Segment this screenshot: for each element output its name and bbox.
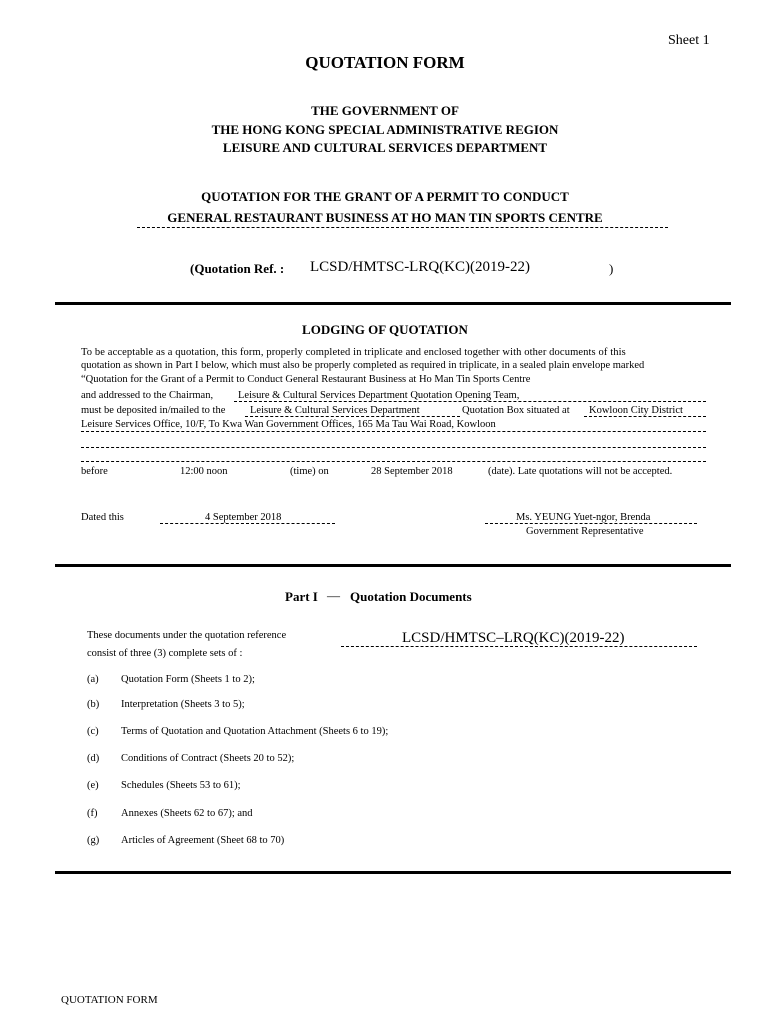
- sheet-number: Sheet 1: [668, 33, 710, 48]
- subject-line-1: QUOTATION FOR THE GRANT OF A PERMIT TO CONDUCT: [201, 189, 569, 204]
- list-item: Quotation Form (Sheets 1 to 2);: [121, 674, 255, 685]
- divider: [55, 302, 731, 305]
- list-item-key: (d): [87, 753, 100, 764]
- addressee-label: and addressed to the Chairman,: [81, 390, 214, 401]
- footer-label: QUOTATION FORM: [61, 994, 158, 1006]
- deposit-value: Leisure & Cultural Services Department: [250, 405, 420, 416]
- list-item-key: (e): [87, 780, 99, 791]
- list-item: Annexes (Sheets 62 to 67); and: [121, 808, 253, 819]
- gov-line-1: THE GOVERNMENT OF: [311, 103, 459, 118]
- lodging-heading: LODGING OF QUOTATION: [302, 322, 468, 337]
- lodging-para-2: quotation as shown in Part I below, which must also be properly completed as required in triplicate, in a sealed plain envelope marked: [81, 360, 645, 371]
- box-underline: [584, 416, 706, 417]
- address-underline-2: [81, 447, 706, 448]
- box-value: Kowloon City District: [589, 405, 683, 416]
- divider: [55, 564, 731, 567]
- list-item: Schedules (Sheets 53 to 61);: [121, 780, 241, 791]
- dated-value: 4 September 2018: [205, 512, 282, 523]
- list-item-key: (c): [87, 726, 99, 737]
- part1-dash: —: [327, 588, 340, 603]
- quotation-ref-label: (Quotation Ref. :: [190, 261, 285, 276]
- subject-underline: [137, 227, 668, 228]
- list-item: Articles of Agreement (Sheet 68 to 70): [121, 835, 285, 846]
- deposit-underline: [245, 416, 460, 417]
- address-underline-1: [81, 431, 706, 432]
- list-item-key: (g): [87, 835, 100, 846]
- representative-name: Ms. YEUNG Yuet-ngor, Brenda: [516, 512, 651, 523]
- lodging-para-1: To be acceptable as a quotation, this form, properly completed in triplicate and enclosed together with other documents of this: [81, 347, 626, 358]
- list-item-key: (f): [87, 808, 98, 819]
- representative-title: Government Representative: [526, 526, 644, 537]
- closing-time: 12:00 noon: [180, 466, 228, 477]
- box-label: Quotation Box situated at: [462, 405, 570, 416]
- addressee-value: Leisure & Cultural Services Department Quotation Opening Team,: [238, 390, 520, 401]
- part1-heading-a: Part I: [285, 589, 318, 604]
- subject-line-2: GENERAL RESTAURANT BUSINESS AT HO MAN TIN SPORTS CENTRE: [167, 210, 603, 225]
- time-label: (time) on: [290, 466, 329, 477]
- deposit-label: must be deposited in/mailed to the: [81, 405, 226, 416]
- date-label: (date). Late quotations will not be accepted.: [488, 466, 673, 477]
- list-item: Conditions of Contract (Sheets 20 to 52);: [121, 753, 295, 764]
- dated-underline: [160, 523, 335, 524]
- address-underline-3: [81, 461, 706, 462]
- gov-line-3: LEISURE AND CULTURAL SERVICES DEPARTMENT: [222, 140, 548, 155]
- quotation-ref-close: ): [609, 261, 614, 276]
- part1-intro-2: consist of three (3) complete sets of :: [87, 648, 243, 659]
- list-item-key: (a): [87, 674, 99, 685]
- divider: [55, 871, 731, 874]
- lodging-para-3: “Quotation for the Grant of a Permit to Conduct General Restaurant Business at Ho Man Tin Sports Centre: [81, 374, 531, 385]
- addressee-underline: [234, 401, 706, 402]
- closing-date: 28 September 2018: [371, 466, 453, 477]
- quotation-ref-value: LCSD/HMTSC-LRQ(KC)(2019-22): [310, 259, 530, 275]
- part1-heading-b: Quotation Documents: [350, 589, 472, 604]
- list-item: Terms of Quotation and Quotation Attachment (Sheets 6 to 19);: [121, 726, 389, 737]
- dated-label: Dated this: [81, 512, 124, 523]
- gov-line-2: THE HONG KONG SPECIAL ADMINISTRATIVE REGION: [211, 122, 559, 137]
- form-title: QUOTATION FORM: [305, 53, 465, 72]
- signature-underline: [485, 523, 697, 524]
- list-item: Interpretation (Sheets 3 to 5);: [121, 699, 245, 710]
- office-address: Leisure Services Office, 10/F, To Kwa Wan Government Offices, 165 Ma Tau Wai Road, Kowloon: [81, 419, 496, 430]
- part1-intro-1: These documents under the quotation reference: [87, 630, 287, 641]
- list-item-key: (b): [87, 699, 100, 710]
- before-label: before: [81, 466, 108, 477]
- part1-ref-value: LCSD/HMTSC–LRQ(KC)(2019-22): [402, 630, 625, 646]
